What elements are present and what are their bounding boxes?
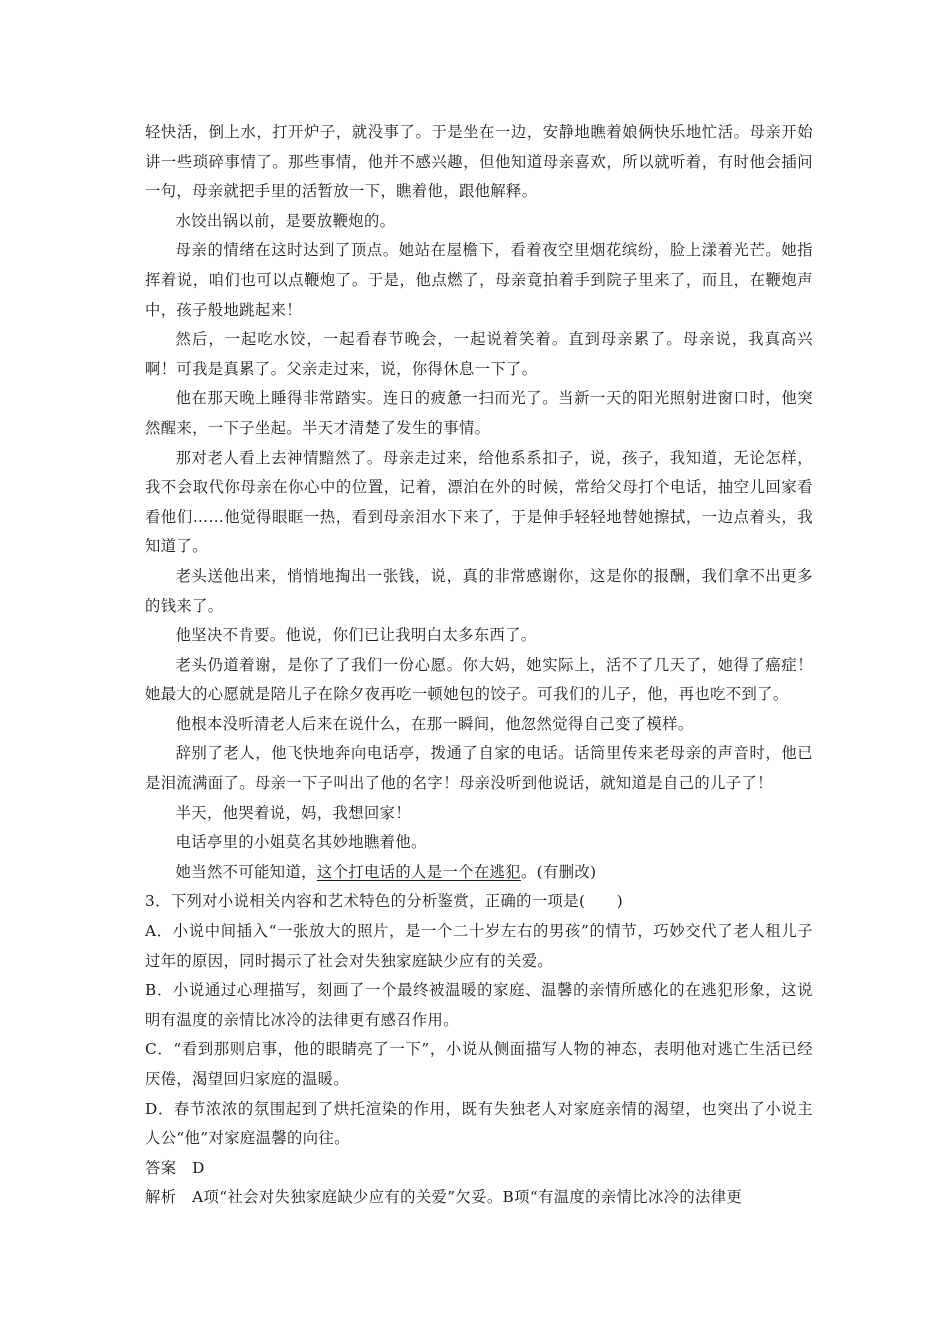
story-paragraph: 他根本没听清老人后来在说什么，在那一瞬间，他忽然觉得自己变了模样。 xyxy=(175,714,694,733)
story-paragraph: 然后，一起吃水饺，一起看春节晚会，一起说着笑着。直到母亲累了。母亲说，我真高兴啊！可我是真累了。父亲走过来，说，你得休息一下了。 xyxy=(145,330,813,378)
final-sentence-end: 。(有删改) xyxy=(520,862,597,881)
underlined-sentence: 这个打电话的人是一个在逃犯 xyxy=(316,862,521,881)
document-page xyxy=(145,118,813,1213)
story-paragraph: 老头送他出来，悄悄地掏出一张钱，说，真的非常感谢你，这是你的报酬，我们拿不出更多的钱来了。 xyxy=(145,566,813,615)
final-sentence-start: 她当然不可能知道， xyxy=(175,862,317,881)
option-c: C．“看到那则启事，他的眼睛亮了一下”，小说从侧面描写人物的神态，表明他对逃亡生活已经厌倦，渴望回归家庭的温暖。 xyxy=(145,1040,813,1088)
story-paragraph: 轻快活，倒上水，打开炉子，就没事了。于是坐在一边，安静地瞧着娘俩快乐地忙活。母亲开始讲一些琐碎事情了。那些事情，他并不感兴趣，但他知道母亲喜欢，所以就听着，有时他会插问一句，母亲就把手里的活暂放一下，瞧着他，跟他解释。 xyxy=(145,123,813,201)
option-b: B．小说通过心理描写，刻画了一个最终被温暖的家庭、温馨的亲情所感化的在逃犯形象，这说明有温度的亲情比冰冷的法律更有感召作用。 xyxy=(145,981,813,1029)
story-paragraph: 那对老人看上去神情黯然了。母亲走过来，给他系系扣子，说，孩子，我知道，无论怎样，我不会取代你母亲在你心中的位置，记着，漂泊在外的时候，常给父母打个电话，抽空儿回家看看他们……他觉得眼眶一热，看到母亲泪水下来了，于是伸手轻轻地替她擦拭，一边点着头，我知道了。 xyxy=(145,448,813,556)
story-paragraph: 他在那天晚上睡得非常踏实。连日的疲惫一扫而光了。当新一天的阳光照射进窗口时，他突然醒来，一下子坐起。半天才清楚了发生的事情。 xyxy=(145,389,813,437)
analysis-line: 解析 A项“社会对失独家庭缺少应有的关爱”欠妥。B项“有温度的亲情比冰冷的法律更 xyxy=(145,1188,743,1207)
option-d: D．春节浓浓的氛围起到了烘托渲染的作用，既有失独老人对家庭亲情的渴望，也突出了小说主人公“他”对家庭温馨的向往。 xyxy=(145,1099,813,1148)
story-paragraph: 老头仍道着谢，是你了了我们一份心愿。你大妈，她实际上，活不了几天了，她得了癌症！她最大的心愿就是陪儿子在除夕夜再吃一顿她包的饺子。可我们的儿子，他，再也吃不到了。 xyxy=(145,655,813,704)
answer-line: 答案 D xyxy=(145,1158,205,1177)
story-paragraph: 母亲的情绪在这时达到了顶点。她站在屋檐下，看着夜空里烟花缤纷，脸上漾着光芒。她指挥着说，咱们也可以点鞭炮了。于是，他点燃了，母亲竟拍着手到院子里来了，而且，在鞭炮声中，孩子般地跳起来！ xyxy=(145,241,813,319)
story-final-paragraph xyxy=(145,858,813,888)
story-paragraph: 水饺出锅以前，是要放鞭炮的。 xyxy=(175,211,396,230)
story-paragraph: 半天，他哭着说，妈，我想回家！ xyxy=(175,803,412,822)
option-a: A．小说中间插入“一张放大的照片，是一个二十岁左右的男孩”的情节，巧妙交代了老人租儿子过年的原因，同时揭示了社会对失独家庭缺少应有的关爱。 xyxy=(145,922,813,970)
question-stem: 3．下列对小说相关内容和艺术特色的分析鉴赏，正确的一项是( ) xyxy=(145,892,624,911)
story-paragraph: 他坚决不肯要。他说，你们已让我明白太多东西了。 xyxy=(175,626,537,645)
story-paragraph: 辞别了老人，他飞快地奔向电话亭，拨通了自家的电话。话筒里传来老母亲的声音时，他已是泪流满面了。母亲一下子叫出了他的名字！母亲没听到他说话，就知道是自己的儿子了！ xyxy=(145,744,813,793)
story-paragraph: 电话亭里的小姐莫名其妙地瞧着他。 xyxy=(175,833,427,852)
